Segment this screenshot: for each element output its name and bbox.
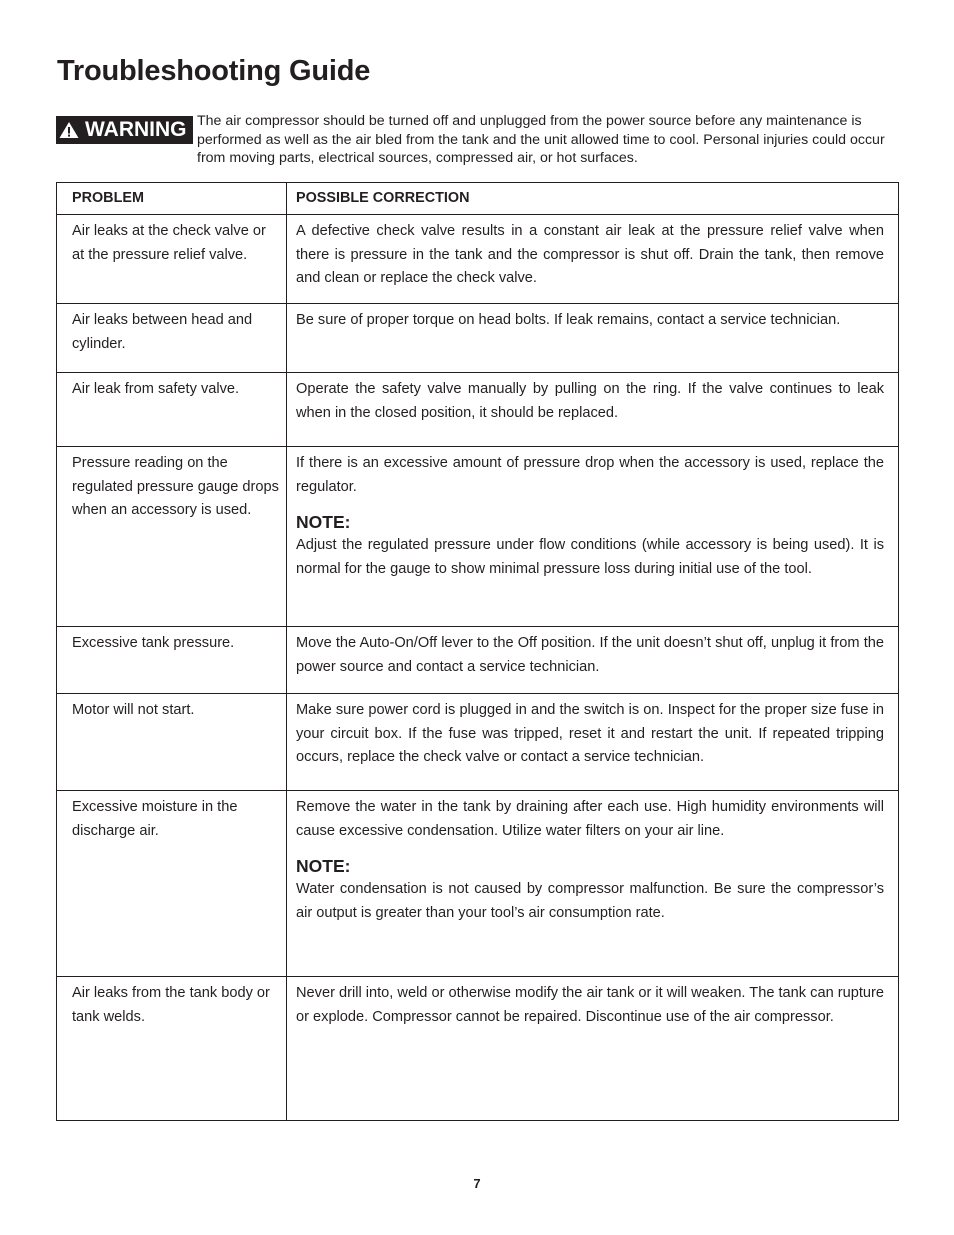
page-number: 7 [473,1176,481,1191]
correction-text: Operate the safety valve manually by pulling on the ring. If the valve continues to leak when in the closed position, it should be replaced. [296,381,884,421]
table-row [57,791,899,977]
warning-badge [56,116,193,144]
table-row [57,215,899,304]
table-row [57,447,899,627]
header-possible-correction: POSSIBLE CORRECTION [287,183,899,215]
correction-cell [287,447,899,627]
warning-block [56,112,898,170]
correction-cell [287,304,899,373]
problem-cell: Air leaks at the check valve or at the pressure relief valve. [57,215,287,304]
correction-text: Move the Auto-On/Off lever to the Off position. If the unit doesn’t shut off, unplug it from the power source and contact a service technician. [296,635,884,675]
note-text: Water condensation is not caused by compressor malfunction. Be sure the compressor’s air output is greater than your tool’s air consumption rate. [296,881,884,921]
correction-cell [287,977,899,1121]
correction-text: Remove the water in the tank by draining after each use. High humidity environments will cause excessive condensation. Utilize water filters on your air line. [296,799,884,839]
table-row [57,373,899,447]
correction-text: Be sure of proper torque on head bolts. If leak remains, contact a service technician. [296,312,841,328]
correction-text: If there is an excessive amount of pressure drop when the accessory is used, replace the regulator. [296,455,884,495]
note-text: Adjust the regulated pressure under flow conditions (while accessory is being used). It is normal for the gauge to show minimal pressure loss during initial use of the tool. [296,537,884,577]
troubleshooting-table [56,182,899,1121]
problem-cell: Excessive moisture in the discharge air. [57,791,287,977]
problem-cell: Air leak from safety valve. [57,373,287,447]
correction-cell [287,791,899,977]
table-row [57,694,899,791]
correction-cell [287,215,899,304]
note-heading: NOTE: [296,512,351,532]
problem-cell: Excessive tank pressure. [57,627,287,694]
problem-cell: Pressure reading on the regulated pressure gauge drops when an accessory is used. [57,447,287,627]
table-row [57,627,899,694]
correction-cell [287,373,899,447]
header-problem: PROBLEM [57,183,287,215]
warning-text: The air compressor should be turned off and unplugged from the power source before any maintenance is performed as well as the air bled from the tank and the unit allowed time to cool. Personal injuries could occur from moving parts, electrical sources, compressed air, or hot surfaces. [197,113,885,166]
problem-cell: Motor will not start. [57,694,287,791]
table-header-row [57,183,899,215]
table-row [57,977,899,1121]
note-heading: NOTE: [296,856,351,876]
correction-text: A defective check valve results in a constant air leak at the pressure relief valve when there is pressure in the tank and the compressor is shut off. Drain the tank, then remove and clean or replace the check valve. [296,223,884,286]
correction-text: Never drill into, weld or otherwise modify the air tank or it will weaken. The tank can rupture or explode. Compressor cannot be repaired. Discontinue use of the air compressor. [296,985,884,1025]
correction-cell [287,627,899,694]
page-title: Troubleshooting Guide [57,55,371,87]
problem-cell: Air leaks from the tank body or tank welds. [57,977,287,1121]
correction-text: Make sure power cord is plugged in and the switch is on. Inspect for the proper size fuse in your circuit box. If the fuse was tripped, reset it and restart the unit. If repeated tripping occurs, replace the check valve or contact a service technician. [296,702,884,765]
table-row [57,304,899,373]
warning-triangle-icon [59,121,79,139]
correction-cell [287,694,899,791]
problem-cell: Air leaks between head and cylinder. [57,304,287,373]
warning-label: WARNING [85,118,187,141]
